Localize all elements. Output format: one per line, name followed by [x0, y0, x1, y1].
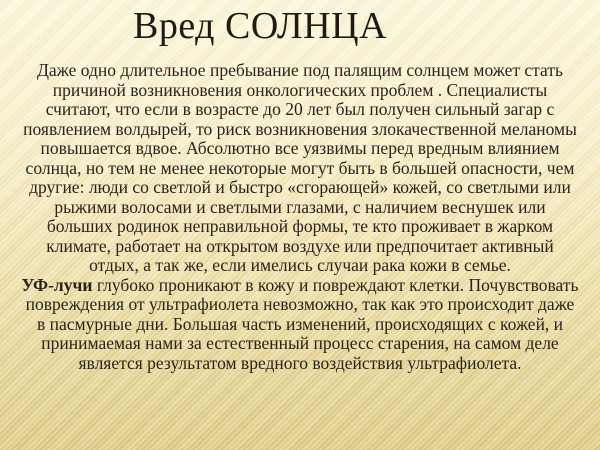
- text-line: появлением волдырей, то риск возникновения злокачественной меланомы: [23, 118, 577, 139]
- text-line: рыжими волосами и светлыми глазами, с наличием веснушек или: [54, 196, 546, 217]
- text-line: отдых, а так же, если имелись случаи рака кожи в семье.: [89, 255, 511, 275]
- uv-rays-line-rest: глубоко проникают в кожу и повреждают клетки. Почувствовать: [92, 274, 579, 295]
- text-line: повышается вдвое. Абсолютно все уязвимы перед вредным влиянием: [40, 138, 560, 158]
- slide-title: Вред СОЛНЦА: [132, 5, 388, 47]
- text-line: солнца, но тем не менее некоторые могут быть в большей опасности, чем: [25, 157, 575, 178]
- slide-body-text: [2, 61, 598, 373]
- text-line: больших родинок неправильной формы, те кто проживает в жарком: [46, 216, 554, 236]
- text-line: климате, работает на открытом воздухе или предпочитает активный: [46, 235, 554, 256]
- text-line: Даже одно длительное пребывание под палящим солнцем может стать: [37, 60, 563, 80]
- text-line: в пасмурные дни. Большая часть изменений, происходящих с кожей, и: [36, 313, 564, 334]
- text-line: причиной возникновения онкологических проблем . Специалисты: [52, 79, 548, 100]
- text-line: повреждения от ультрафиолета невозможно, так как это происходит даже: [25, 294, 575, 314]
- text-line-uv-lead: [2, 276, 598, 296]
- text-line: считают, что если в возрасте до 20 лет был получен сильный загар с: [45, 99, 555, 119]
- text-line: является результатом вредного воздействия ультрафиолета.: [78, 352, 522, 373]
- uv-rays-bold-label: УФ-лучи: [21, 274, 93, 295]
- text-line: другие: люди со светлой и быстро «сгорающей» кожей, со светлыми или: [29, 177, 571, 197]
- text-line: принимаемая нами за естественный процесс старения, на самом деле: [41, 333, 559, 353]
